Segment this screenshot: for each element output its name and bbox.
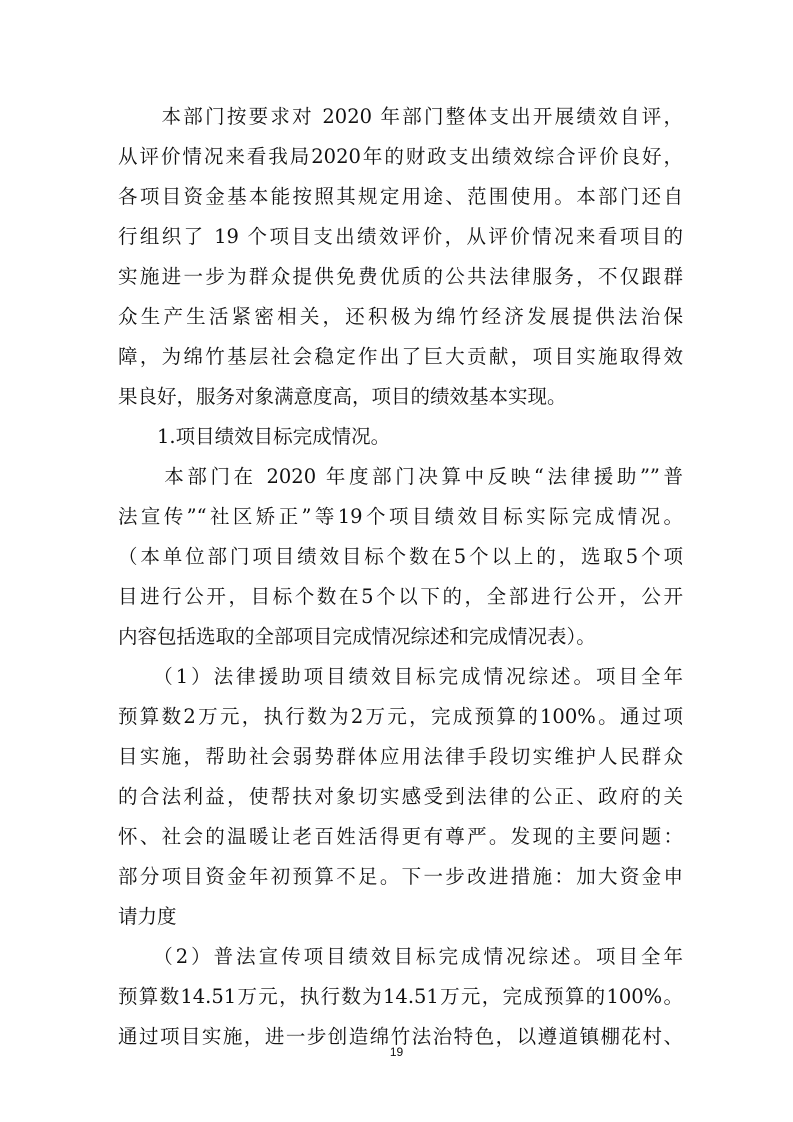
body-text-line: 本部门按要求对 2020 年部门整体支出开展绩效自评， — [118, 105, 683, 128]
page-number: 19 — [389, 1045, 404, 1059]
body-text-line: 预算数14.51万元，执行数为14.51万元，完成预算的100%。 — [118, 985, 683, 1008]
body-text-line: 本部门在 2020 年度部门决算中反映“法律援助””普 — [118, 465, 683, 488]
body-text-line: 预算数2万元，执行数为2万元，完成预算的100%。通过项 — [118, 705, 683, 728]
body-text-line: 目进行公开，目标个数在5个以下的，全部进行公开，公开 — [118, 585, 683, 608]
body-text-line: （1）法律援助项目绩效目标完成情况综述。项目全年 — [118, 665, 683, 688]
body-text-line: （本单位部门项目绩效目标个数在5个以上的，选取5个项 — [118, 545, 683, 568]
body-text-line: 法宣传”“社区矫正”等19个项目绩效目标实际完成情况。 — [118, 505, 683, 528]
body-text-line: 实施进一步为群众提供免费优质的公共法律服务，不仅跟群 — [118, 265, 683, 288]
body-text-line: 众生产生活紧密相关，还积极为绵竹经济发展提供法治保 — [118, 305, 683, 328]
section-heading: 1.项目绩效目标完成情况。 — [118, 425, 391, 448]
body-text-line: 障，为绵竹基层社会稳定作出了巨大贡献，项目实施取得效 — [118, 345, 683, 368]
body-text-line: （2）普法宣传项目绩效目标完成情况综述。项目全年 — [118, 945, 683, 968]
body-text-line: 果良好，服务对象满意度高，项目的绩效基本实现。 — [118, 385, 567, 408]
body-text-line: 的合法利益，使帮扶对象切实感受到法律的公正、政府的关 — [118, 785, 683, 808]
body-text-line: 部分项目资金年初预算不足。下一步改进措施：加大资金申 — [118, 865, 683, 888]
body-text-line: 请力度 — [118, 905, 177, 928]
body-text-line: 内容包括选取的全部项目完成情况综述和完成情况表）。 — [118, 625, 596, 648]
body-text-line: 从评价情况来看我局2020年的财政支出绩效综合评价良好， — [118, 145, 683, 168]
body-text-line: 行组织了 19 个项目支出绩效评价，从评价情况来看项目的 — [118, 225, 683, 248]
body-text-line: 各项目资金基本能按照其规定用途、范围使用。本部门还自 — [118, 185, 683, 208]
body-text-line: 目实施，帮助社会弱势群体应用法律手段切实维护人民群众 — [118, 745, 683, 768]
body-text-line: 怀、社会的温暖让老百姓活得更有尊严。发现的主要问题： — [118, 825, 683, 848]
body-text-line: 通过项目实施，进一步创造绵竹法治特色，以遵道镇棚花村、 — [118, 1025, 683, 1048]
